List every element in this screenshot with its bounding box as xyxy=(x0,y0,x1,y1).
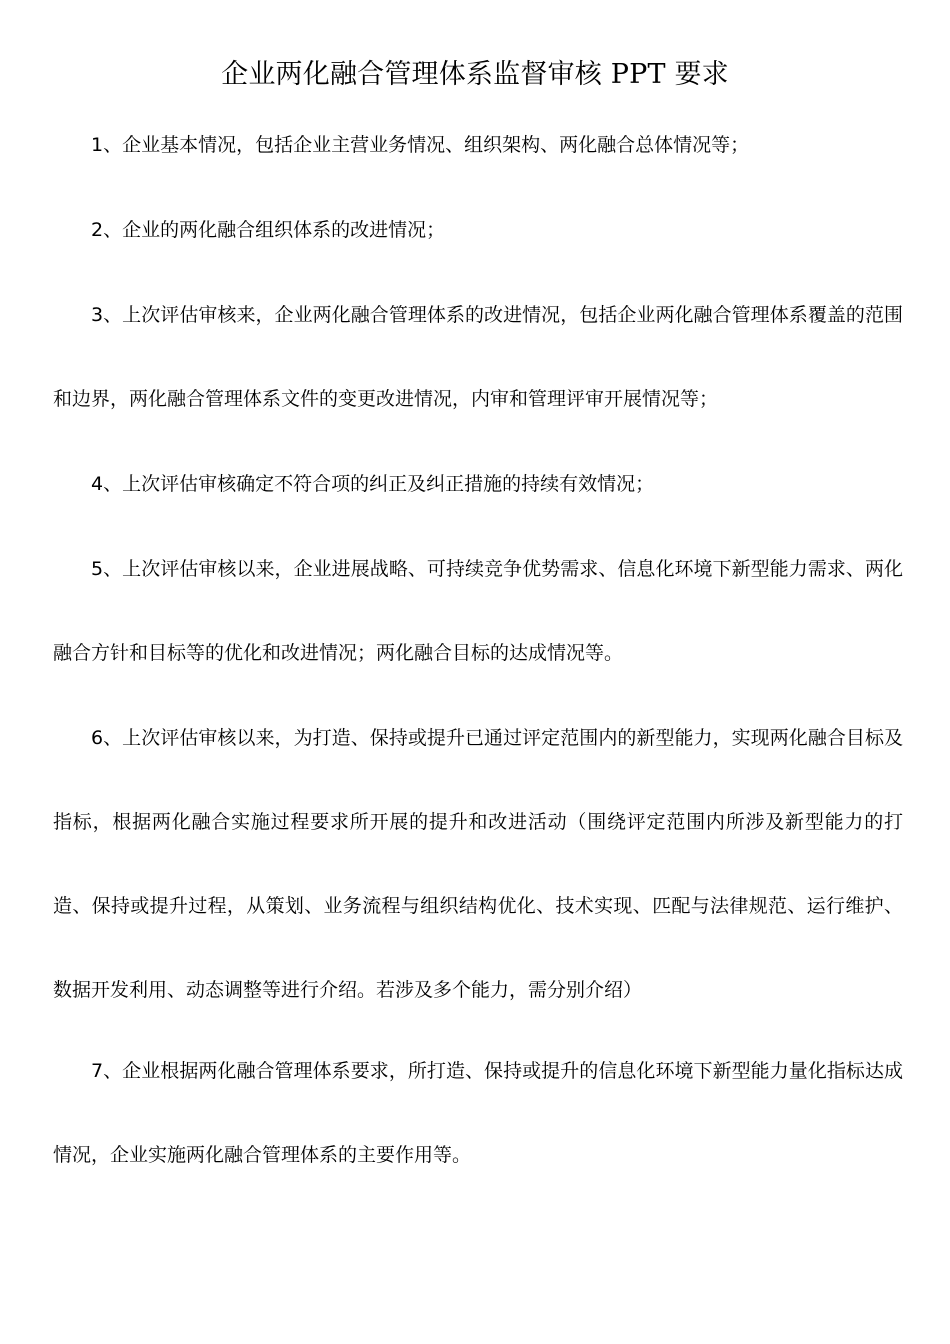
requirement-item-1: 1、企业基本情况，包括企业主营业务情况、组织架构、两化融合总体情况等； xyxy=(91,134,750,156)
requirement-item-3: 3、上次评估审核来，企业两化融合管理体系的改进情况，包括企业两化融合管理体系覆盖的范围和边界，两化融合管理体系文件的变更改进情况，内审和管理评审开展情况等； xyxy=(53,304,903,410)
requirement-item-5: 5、上次评估审核以来，企业进展战略、可持续竞争优势需求、信息化环境下新型能力需求、两化融合方针和目标等的优化和改进情况；两化融合目标的达成情况等。 xyxy=(53,558,903,664)
requirement-item-6: 6、上次评估审核以来，为打造、保持或提升已通过评定范围内的新型能力，实现两化融合目标及指标，根据两化融合实施过程要求所开展的提升和改进活动（围绕评定范围内所涉及新型能力的打造、保持或提升过程，从策划、业务流程与组织结构优化、技术实现、匹配与法律规范、运行维护、数据开发利用、动态调整等进行介绍。若涉及多个能力，需分别介绍） xyxy=(53,727,903,1001)
document-title: 企业两化融合管理体系监督审核 PPT 要求 xyxy=(221,59,729,90)
requirement-item-7: 7、企业根据两化融合管理体系要求，所打造、保持或提升的信息化环境下新型能力量化指标达成情况，企业实施两化融合管理体系的主要作用等。 xyxy=(53,1060,903,1166)
requirement-item-2: 2、企业的两化融合组织体系的改进情况； xyxy=(91,219,446,241)
requirement-item-4: 4、上次评估审核确定不符合项的纠正及纠正措施的持续有效情况； xyxy=(91,473,655,495)
